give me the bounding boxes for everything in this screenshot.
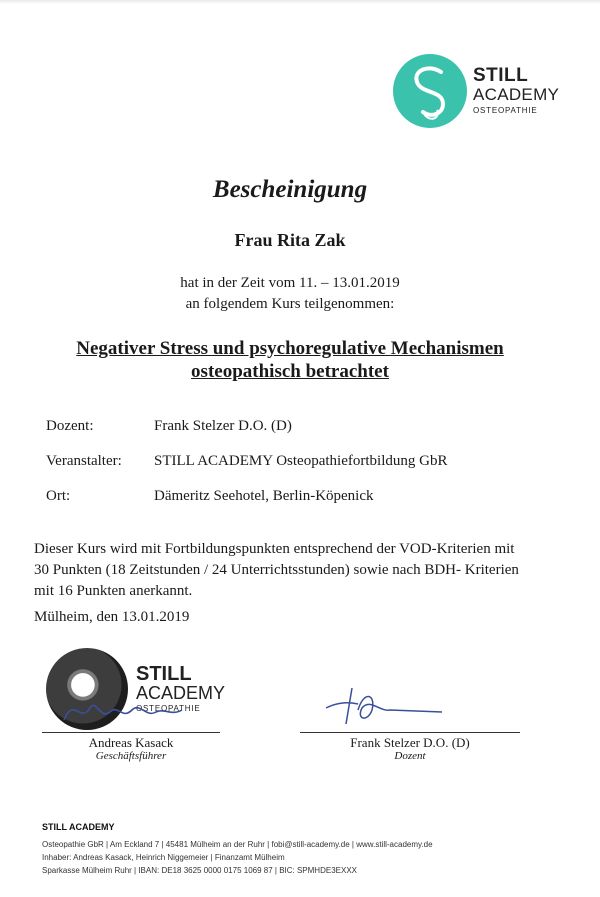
right-signer-name: Frank Stelzer D.O. (D) bbox=[350, 735, 470, 750]
left-signature-line bbox=[42, 732, 220, 733]
footer-bank-line: Sparkasse Mülheim Ruhr | IBAN: DE18 3625 0000 0175 1069 87 | BIC: SPMHDE3EXXX bbox=[42, 866, 357, 875]
logo-line-3: OSTEOPATHIE bbox=[473, 106, 538, 115]
footer-owners-line: Inhaber: Andreas Kasack, Heinrich Niggemeier | Finanzamt Mülheim bbox=[42, 853, 285, 862]
left-handwritten-signature bbox=[60, 690, 190, 730]
points-line-2: 30 Punkten (18 Zeitstunden / 24 Unterrichtsstunden) sowie nach BDH- Kriterien bbox=[34, 562, 519, 578]
recipient-name: Frau Rita Zak bbox=[234, 230, 346, 250]
detail-label: Dozent: bbox=[46, 418, 94, 434]
left-signer-role: Geschäftsführer bbox=[95, 750, 167, 762]
right-signature-line bbox=[300, 732, 520, 733]
stamp-line-1: STILL bbox=[136, 663, 192, 685]
logo-line-1: STILL bbox=[473, 65, 529, 86]
certificate-title: Bescheinigung bbox=[212, 176, 368, 203]
place-and-date: Mülheim, den 13.01.2019 bbox=[34, 609, 190, 625]
course-period bbox=[0, 273, 580, 315]
points-line-1: Dieser Kurs wird mit Fortbildungspunkten entsprechend der VOD-Kriterien mit bbox=[34, 541, 515, 557]
course-title-line-2: osteopathisch betrachtet bbox=[191, 361, 389, 382]
detail-label: Ort: bbox=[46, 488, 71, 504]
points-statement bbox=[34, 539, 594, 602]
course-title-line-1: Negativer Stress und psychoregulative Mechanismen bbox=[76, 338, 504, 359]
period-line-1: hat in der Zeit vom 11. – 13.01.2019 bbox=[180, 275, 400, 291]
detail-label: Veranstalter: bbox=[46, 453, 122, 469]
course-title bbox=[0, 337, 580, 383]
detail-value: STILL ACADEMY Osteopathiefortbildung GbR bbox=[154, 453, 448, 469]
detail-value: Dämeritz Seehotel, Berlin-Köpenick bbox=[154, 488, 374, 504]
right-signer-role: Dozent bbox=[394, 750, 426, 762]
stamp-line-3: OSTEOPATHIE bbox=[136, 704, 201, 713]
period-line-2: an folgendem Kurs teilgenommen: bbox=[185, 296, 395, 312]
points-line-3: mit 16 Punkten anerkannt. bbox=[34, 583, 193, 599]
page-edge bbox=[0, 0, 600, 4]
logo-line-2: ACADEMY bbox=[473, 85, 560, 104]
logo-circle-icon bbox=[393, 54, 467, 128]
right-handwritten-signature bbox=[318, 680, 448, 730]
detail-value: Frank Stelzer D.O. (D) bbox=[154, 418, 292, 434]
stamp-line-2: ACADEMY bbox=[136, 683, 226, 703]
footer-address-line: Osteopathie GbR | Am Eckland 7 | 45481 Mülheim an der Ruhr | fobi@still-academy.de | www.still-academy.de bbox=[42, 840, 433, 849]
footer-company-name: STILL ACADEMY bbox=[42, 822, 115, 832]
logo-s-mark-icon bbox=[393, 54, 467, 128]
letterhead-footer bbox=[42, 822, 433, 877]
still-academy-logo bbox=[393, 54, 573, 130]
left-signer-name: Andreas Kasack bbox=[88, 735, 174, 750]
logo-wordmark bbox=[473, 66, 559, 115]
